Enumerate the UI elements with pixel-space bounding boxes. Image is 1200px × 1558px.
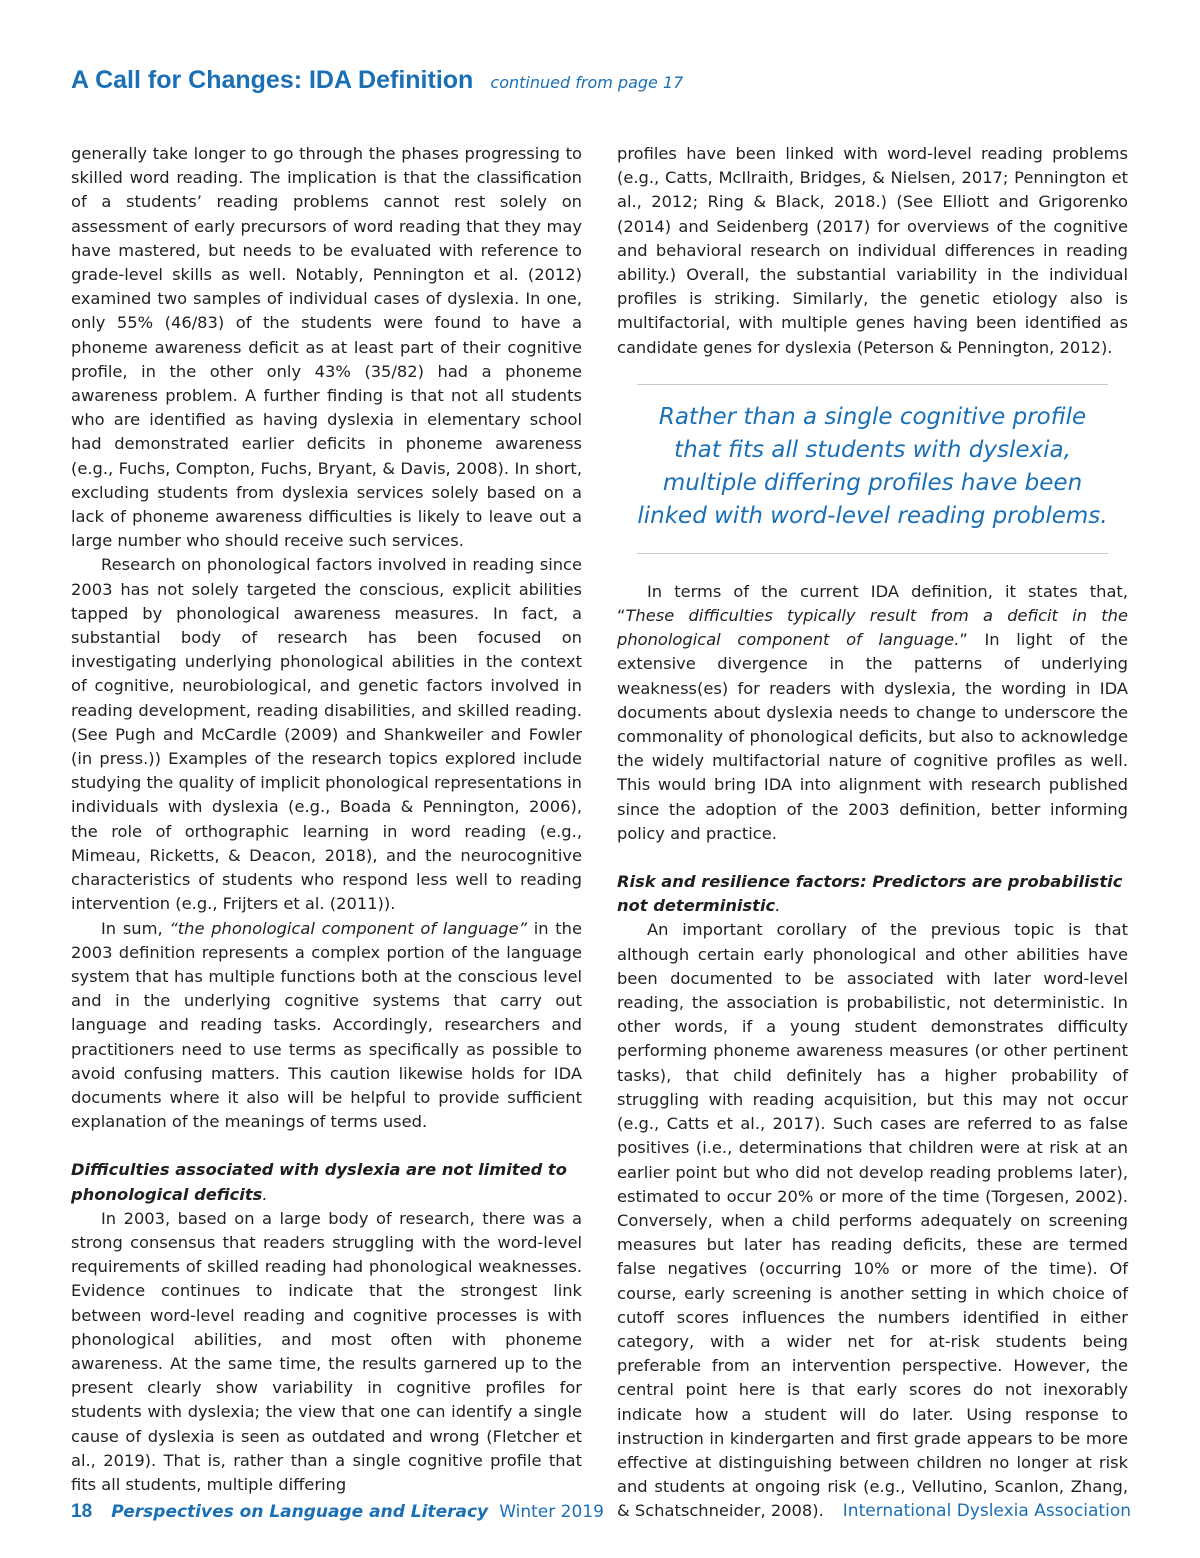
organization-name: International Dyslexia Association xyxy=(842,1501,1131,1521)
left-column xyxy=(71,142,582,1497)
section-heading: Difficulties associated with dyslexia are not limited to phonological deficits. xyxy=(71,1160,567,1204)
text-run: in the 2003 definition represents a complex portion of the language system that has multiple functions both at the conscious level and in the underlying cognitive systems that carry out language and reading tasks. Accordingly, researchers and practitioners need to use terms as specifically as possible to avoid confusing matters. This caution likewise holds for IDA documents where it also will be helpful to provide sufficient explanation of the meanings of terms used. xyxy=(71,918,582,1132)
article-header xyxy=(71,66,1131,95)
journal-title: Perspectives on Language and Literacy xyxy=(111,1502,489,1522)
paragraph: In 2003, based on a large body of research, there was a strong consensus that readers struggling with the word-level requirements of skilled reading had phonological weaknesses. Evidence continues to indicate that the strongest link between word-level reading and cognitive processes is with phonological abilities, and most often with phoneme awareness. At the same time, the results garnered up to the present clearly show variability in cognitive profiles for students with dyslexia; the view that one can identify a single cause of dyslexia is seen as outdated and wrong (Fletcher et al., 2019). That is, rather than a single cognitive profile that fits all students, multiple differing xyxy=(71,1208,582,1494)
page-number: 18 xyxy=(71,1501,93,1522)
continued-note: continued from page 17 xyxy=(490,73,684,92)
pull-quote: Rather than a single cognitive profile that fits all students with dyslexia, multiple differing profiles have been linked with word-level reading problems. xyxy=(637,384,1108,554)
text-run: ” In light of the extensive divergence in the patterns of underlying weakness(es) for readers with dyslexia, the wording in IDA documents about dyslexia needs to change to underscore the commonality of phonological deficits, but also to acknowledge the widely multifactorial nature of cognitive profiles as well. This would bring IDA into alignment with research published since the adoption of the 2003 definition, better informing policy and practice. xyxy=(617,630,1128,843)
paragraph: An important corollary of the previous topic is that although certain early phonological and other abilities have been documented to be associated with later word-level reading, the association is probabilistic, not deterministic. In other words, if a young student demonstrates difficulty performing phoneme awareness measures (or other pertinent tasks), that child definitely has a higher probability of struggling with reading acquisition, but this may not occur (e.g., Catts et al., 2017). Such cases are referred to as false positives (i.e., determinations that children were at risk at an earlier point but who did not develop reading problems later), estimated to occur 20% or more of the time (Torgesen, 2002). Conversely, when a child performs adequately on screening measures but later has reading deficits, these are termed false negatives (occurring 10% or more of the time). Of course, early screening is another setting in which choice of cutoff scores influences the numbers identified in either category, with a wider net for at-risk students being preferable from an intervention perspective. However, the central point here is that early scores do not inexorably indicate how a student will do later. Using response to instruction in kindergarten and first grade appears to be more effective at distinguishing between children no longer at risk and students at ongoing risk (e.g., Vellutino, Scanlon, Zhang, & Schatschneider, 2008). xyxy=(617,920,1128,1521)
heading-text: Risk and resilience factors: Predictors are probabilistic not deterministic xyxy=(617,872,1123,916)
heading-text: Difficulties associated with dyslexia are not limited to phonological deficits xyxy=(71,1160,567,1204)
quoted-phrase: “the phonological component of language” xyxy=(169,918,528,938)
section-heading: Risk and resilience factors: Predictors are probabilistic not deterministic. xyxy=(617,872,1123,916)
issue-label: Winter 2019 xyxy=(499,1502,604,1522)
text-run: In sum, xyxy=(101,918,170,938)
paragraph xyxy=(617,580,1128,846)
right-column xyxy=(617,142,1128,1524)
paragraph xyxy=(71,917,582,1135)
page-footer xyxy=(71,1501,1131,1531)
text-run: In terms of the current IDA definition, it states that, “ xyxy=(617,581,1128,626)
paragraph: Research on phonological factors involved in reading since 2003 has not solely targeted the conscious, explicit abilities tapped by phonological awareness measures. In fact, a substantial body of research has been focused on investigating underlying phonological abilities in the context of cognitive, neurobiological, and genetic factors involved in reading development, reading disabilities, and skilled reading. (See Pugh and McCardle (2009) and Shankweiler and Fowler (in press.)) Examples of the research topics explored include studying the quality of implicit phonological representations in individuals with dyslexia (e.g., Boada & Pennington, 2006), the role of orthographic learning in word reading (e.g., Mimeau, Ricketts, & Deacon, 2018), and the neurocognitive characteristics of students who respond less well to reading intervention (e.g., Frijters et al. (2011)). xyxy=(71,555,582,914)
paragraph: profiles have been linked with word-level reading problems (e.g., Catts, McIlraith, Bridges, & Nielsen, 2017; Pennington et al., 2012; Ring & Black, 2018.) (See Elliott and Grigorenko (2014) and Seidenberg (2017) for overviews of the cognitive and behavioral research on individual differences in reading ability.) Overall, the substantial variability in the individual profiles is striking. Similarly, the genetic etiology also is multifactorial, with multiple genes having been identified as candidate genes for dyslexia (Peterson & Pennington, 2012). xyxy=(617,144,1128,357)
quoted-phrase: These difficulties typically result from a deficit in the phonological component of language. xyxy=(617,606,1128,650)
article-title: A Call for Changes: IDA Definition xyxy=(71,66,474,94)
paragraph: generally take longer to go through the phases progressing to skilled word reading. The implication is that the classification of a students’ reading problems cannot rest solely on assessment of early precursors of word reading that they may have mastered, but needs to be evaluated with reference to grade-level skills as well. Notably, Pennington et al. (2012) examined two samples of individual cases of dyslexia. In one, only 55% (46/83) of the students were found to have a phoneme awareness deficit as at least part of their cognitive profile, in the other only 43% (35/82) had a phoneme awareness problem. A further finding is that not all students who are identified as having dyslexia in elementary school had demonstrated earlier deficits in phoneme awareness (e.g., Fuchs, Compton, Fuchs, Bryant, & Davis, 2008). In short, excluding students from dyslexia services solely based on a lack of phoneme awareness difficulties is likely to leave out a large number who should receive such services. xyxy=(71,144,582,551)
